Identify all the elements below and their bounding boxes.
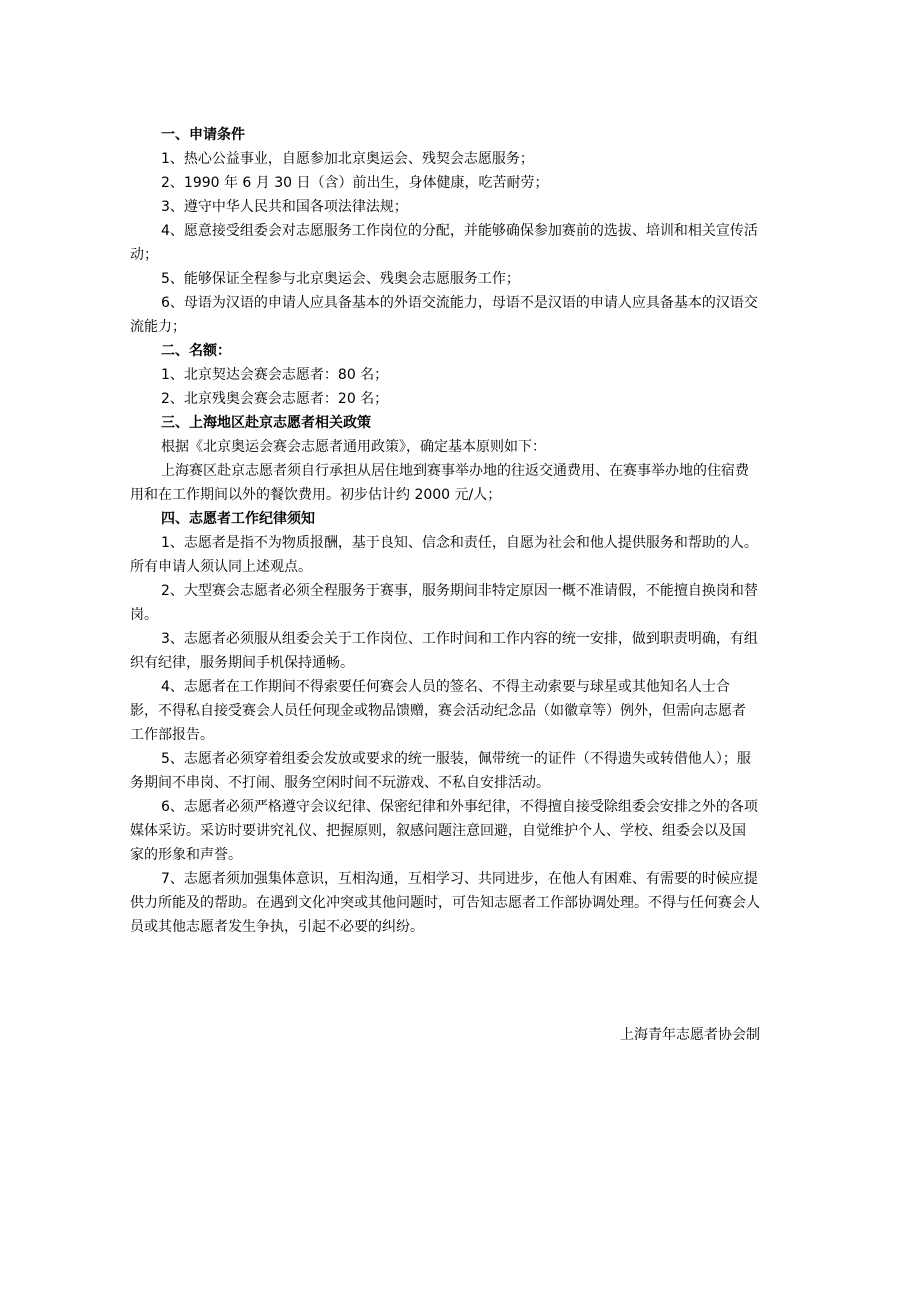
rule-6-line-1: 6、志愿者必须严格遵守会议纪律、保密纪律和外事纪律，不得擅自接受除组委会安排之外的各项 bbox=[161, 799, 758, 815]
condition-6-line-2: 流能力； bbox=[130, 319, 186, 335]
quota-2: 2、北京残奥会赛会志愿者：20 名； bbox=[161, 391, 389, 407]
condition-1: 1、热心公益事业，自愿参加北京奥运会、残契会志愿服务； bbox=[161, 151, 534, 167]
rule-6-line-3: 家的形象和声誉。 bbox=[130, 847, 242, 863]
rule-2-line-2: 岗。 bbox=[130, 607, 158, 623]
rule-7-line-1: 7、志愿者须加强集体意识，互相沟通，互相学习、共同进步，在他人有困难、有需要的时候应提 bbox=[161, 871, 758, 887]
policy-line-1: 上海赛区赴京志愿者须自行承担从居住地到赛事举办地的往返交通费用、在赛事举办地的住宿费 bbox=[161, 463, 749, 479]
document-body bbox=[130, 123, 825, 939]
condition-4-line-2: 动； bbox=[130, 247, 158, 263]
rule-5-line-1: 5、志愿者必须穿着组委会发放或要求的统一服装，佩带统一的证件（不得遗失或转借他人）；服 bbox=[161, 751, 751, 767]
rule-7-line-2: 供力所能及的帮助。在遇到文化冲突或其他问题时，可告知志愿者工作部协调处理。不得与任何赛会人 bbox=[130, 895, 760, 911]
rule-5-line-2: 务期间不串岗、不打闹、服务空闲时间不玩游戏、不私自安排活动。 bbox=[130, 775, 550, 791]
quota-1: 1、北京契达会赛会志愿者：80 名； bbox=[161, 367, 389, 383]
rule-1-line-2: 所有申请人须认同上述观点。 bbox=[130, 559, 312, 575]
rule-6-line-2: 媒体采访。采访时要讲究礼仪、把握原则，叙感问题注意回避，自觉维护个人、学校、组委会以及国 bbox=[130, 823, 746, 839]
rule-4-line-3: 工作部报告。 bbox=[130, 727, 214, 743]
condition-6-line-1: 6、母语为汉语的申请人应具备基本的外语交流能力，母语不是汉语的申请人应具备基本的汉语交 bbox=[161, 295, 758, 311]
rule-3-line-1: 3、志愿者必须服从组委会关于工作岗位、工作时间和工作内容的统一安排，做到职责明确，有组 bbox=[161, 631, 758, 647]
condition-4-line-1: 4、愿意接受组委会对志愿服务工作岗位的分配，并能够确保参加赛前的选拔、培训和相关宣传活 bbox=[161, 223, 758, 239]
rule-3-line-2: 织有纪律，服务期间手机保持通畅。 bbox=[130, 655, 354, 671]
condition-2: 2、1990 年 6 月 30 日（含）前出生，身体健康，吃苦耐劳； bbox=[161, 175, 549, 191]
rule-4-line-1: 4、志愿者在工作期间不得索要任何赛会人员的签名、不得主动索要与球星或其他知名人士合 bbox=[161, 679, 730, 695]
section-heading-policy: 三、上海地区赴京志愿者相关政策 bbox=[161, 415, 371, 431]
rule-7-line-3: 员或其他志愿者发生争执，引起不必要的纠纷。 bbox=[130, 919, 424, 935]
section-heading-discipline: 四、志愿者工作纪律须知 bbox=[161, 511, 315, 527]
rule-2-line-1: 2、大型赛会志愿者必须全程服务于赛事，服务期间非特定原因一概不准请假，不能擅自换岗和替 bbox=[161, 583, 758, 599]
rule-1-line-1: 1、志愿者是指不为物质报酬，基于良知、信念和责任，自愿为社会和他人提供服务和帮助的人。 bbox=[161, 535, 758, 551]
section-heading-application-conditions: 一、申请条件 bbox=[161, 127, 245, 143]
condition-3: 3、遵守中华人民共和国各项法律法规； bbox=[161, 199, 408, 215]
condition-5: 5、能够保证全程参与北京奥运会、残奥会志愿服务工作； bbox=[161, 271, 520, 287]
policy-intro: 根据《北京奥运会赛会志愿者通用政策》，确定基本原则如下： bbox=[161, 439, 546, 455]
section-heading-quota: 二、名额： bbox=[161, 343, 231, 359]
rule-4-line-2: 影，不得私自接受赛会人员任何现金或物品馈赠，赛会活动纪念品（如徽章等）例外，但需向志愿者 bbox=[130, 703, 746, 719]
issuer-signature: 上海青年志愿者协会制 bbox=[620, 1027, 760, 1043]
policy-line-2: 用和在工作期间以外的餐饮费用。初步估计约 2000 元/人； bbox=[130, 487, 502, 503]
